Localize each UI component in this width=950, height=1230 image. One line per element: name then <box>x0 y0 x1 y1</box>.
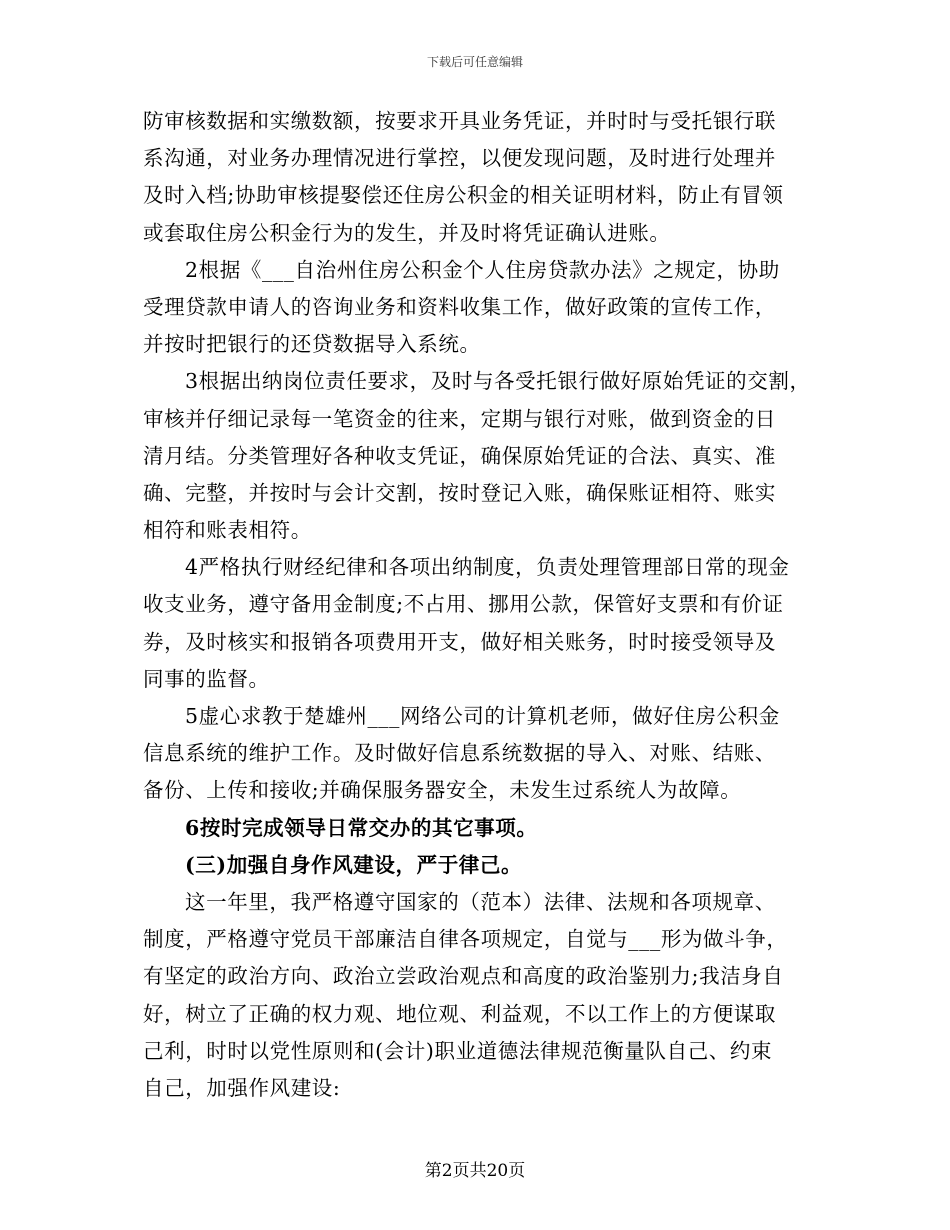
text-line: 确、完整，并按时与会计交割，按时登记入账，确保账证相符、账实 <box>143 480 776 505</box>
text-line: 或套取住房公积金行为的发生，并及时将凭证确认进账。 <box>143 220 671 245</box>
paragraph-start: 这一年里，我严格遵守国家的（范本）法律、法规和各项规章、 <box>185 889 776 914</box>
page-footer: 第2页共20页 <box>424 1161 526 1181</box>
text-line: 受理贷款申请人的咨询业务和资料收集工作，做好政策的宣传工作， <box>143 294 776 319</box>
text-line: 自己，加强作风建设: <box>143 1075 341 1100</box>
text-line: 防审核数据和实缴数额，按要求开具业务凭证，并时时与受托银行联 <box>143 109 776 133</box>
text-line: 相符和账表相符。 <box>143 518 312 543</box>
text-line: 并按时把银行的还贷数据导入系统。 <box>143 332 481 357</box>
text-line: 清月结。分类管理好各种收支凭证，确保原始凭证的合法、真实、准 <box>143 443 776 468</box>
paragraph-2-start: 2根据《___自治州住房公积金个人住房贷款办法》之规定，协助 <box>185 257 780 282</box>
text-line: 审核并仔细记录每一笔资金的往来，定期与银行对账，做到资金的日 <box>143 406 776 431</box>
text-line: 好，树立了正确的权力观、地位观、利益观，不以工作上的方便谋取 <box>143 1001 776 1026</box>
text-line: 信息系统的维护工作。及时做好信息系统数据的导入、对账、结账、 <box>143 741 776 766</box>
document-body <box>143 103 833 1107</box>
text-line: 有坚定的政治方向、政治立尝政治观点和高度的政治鉴别力;我洁身自 <box>143 964 784 989</box>
text-line: 券，及时核实和报销各项费用开支，做好相关账务，时时接受领导及 <box>143 629 776 654</box>
text-line: 及时入档;协助审核提娶偿还住房公积金的相关证明材料，防止有冒领 <box>143 183 784 208</box>
text-line: 系沟通，对业务办理情况进行掌控，以便发现问题，及时进行处理并 <box>143 146 776 171</box>
text-line: 同事的监督。 <box>143 666 270 691</box>
text-line: 制度，严格遵守党员干部廉洁自律各项规定，自觉与___形为做斗争， <box>143 927 788 952</box>
page-header: 下载后可任意编辑 <box>426 55 523 69</box>
paragraph-4-start: 4严格执行财经纪律和各项出纳制度，负责处理管理部日常的现金 <box>185 555 790 580</box>
paragraph-5-start: 5虚心求教于楚雄州___网络公司的计算机老师，做好住房公积金 <box>185 704 780 728</box>
text-line: 收支业务，遵守备用金制度;不占用、挪用公款，保管好支票和有价证 <box>143 592 784 617</box>
section-heading: (三)加强自身作风建设，严于律己。 <box>185 852 523 877</box>
text-line: 备份、上传和接收;并确保服务器安全，未发生过系统人为故障。 <box>143 778 742 803</box>
paragraph-3-start: 3根据出纳岗位责任要求，及时与各受托银行做好原始凭证的交割， <box>185 369 811 394</box>
paragraph-6-bold: 6按时完成领导日常交办的其它事项。 <box>185 815 538 840</box>
text-line: 己利，时时以党性原则和(会计)职业道德法律规范衡量队自己、约束 <box>143 1038 773 1063</box>
